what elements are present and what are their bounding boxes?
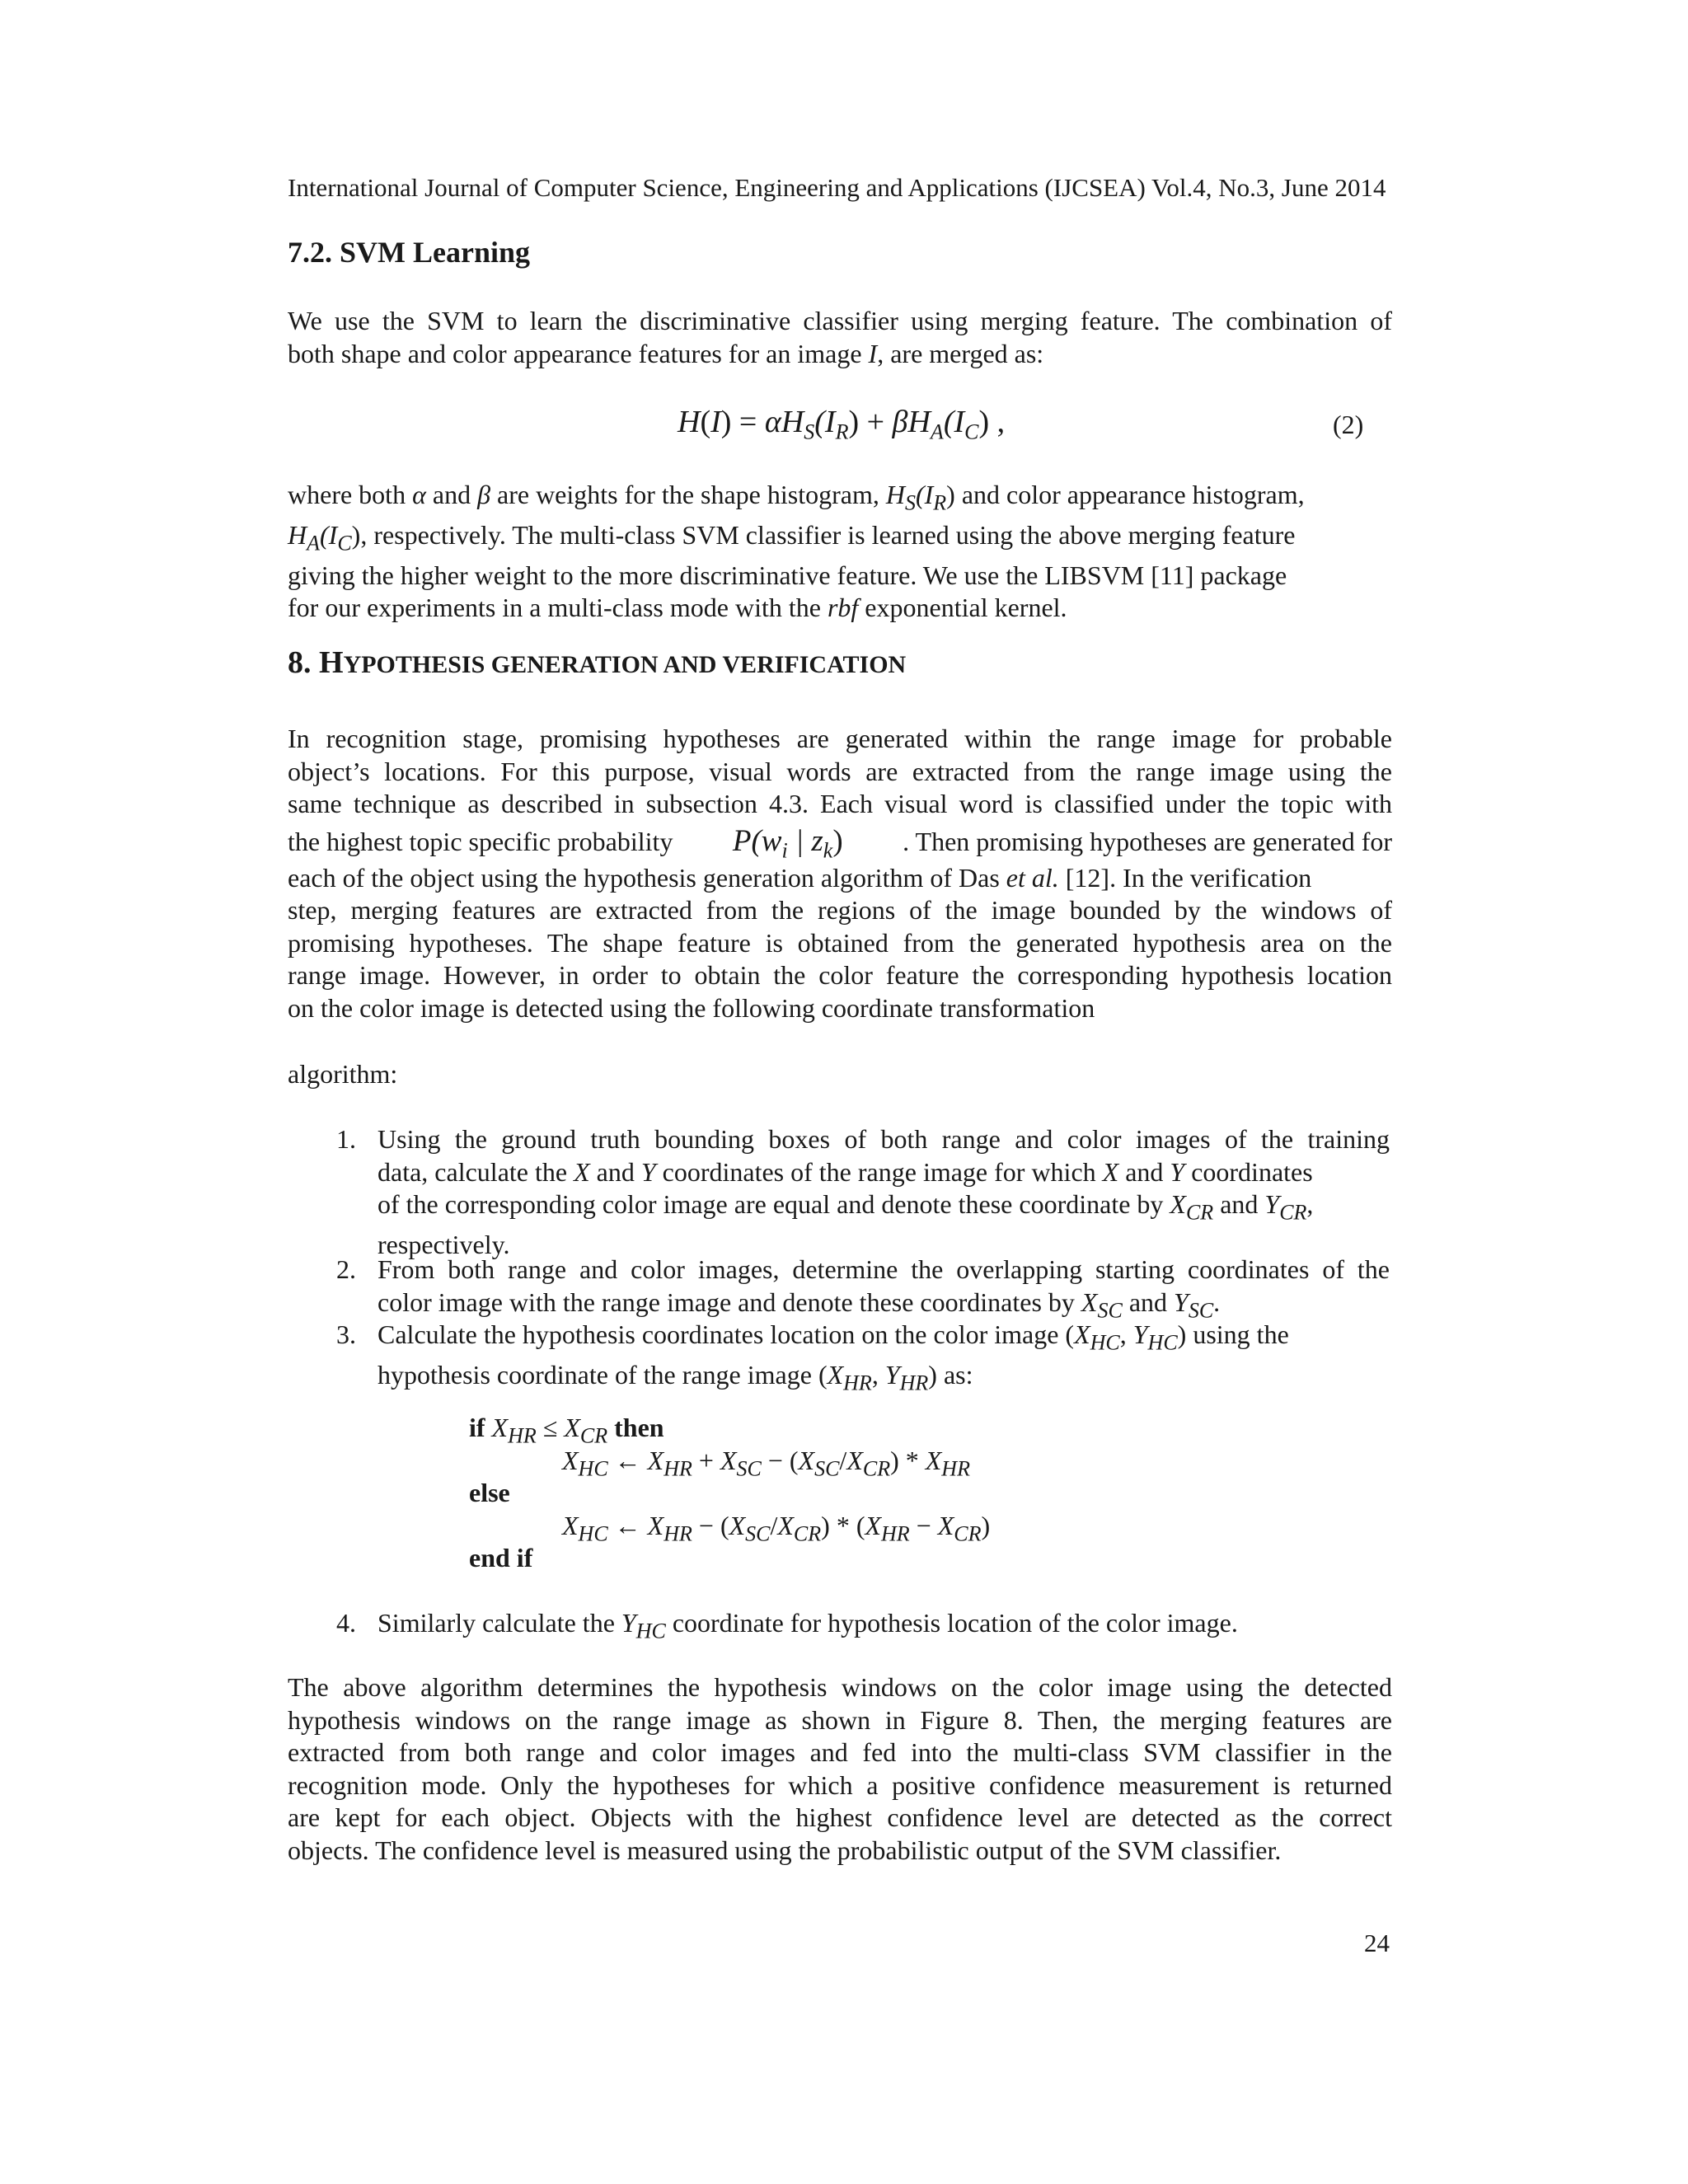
text-line: extracted from both range and color images and fed into the multi-class SVM classifier in the <box>288 1737 1392 1767</box>
journal-header: International Journal of Computer Science, Engineering and Applications (IJCSEA) Vol.4, No.3, June 2014 <box>288 173 1386 202</box>
text-line: recognition mode. Only the hypotheses for which a positive confidence measurement is returned <box>288 1769 1392 1800</box>
algorithm-end-if: end if <box>469 1543 533 1572</box>
equation-number: (2) <box>1333 410 1364 439</box>
text-line: where both α and β are weights for the shape histogram, $H_S(I_R)$ and color appearance histogram, <box>288 480 1305 515</box>
paragraph-recognition <box>288 723 1392 1024</box>
algorithm-else: else <box>469 1478 510 1507</box>
paragraph-svm-intro <box>288 305 1392 370</box>
list-item: 4. Similarly calculate the $Y_{HC}$ coordinate for hypothesis location of the color image. <box>336 1608 1238 1643</box>
section-8-heading: 8. HYPOTHESIS GENERATION AND VERIFICATION <box>288 645 907 680</box>
text-line: giving the higher weight to the more discriminative feature. We use the LIBSVM [11] package <box>288 560 1287 590</box>
paragraph-weights <box>288 479 1392 625</box>
text-line: on the color image is detected using the following coordinate transformation <box>288 992 1095 1023</box>
text-line: step, merging features are extracted from the regions of the image bounded by the windows of <box>288 895 1392 925</box>
text-line: each of the object using the hypothesis generation algorithm of Das et al. [12]. In the verification <box>288 862 1312 893</box>
list-item: 1. Using the ground truth bounding boxes of both range and color images of the training data, calculate the X and Y coordinates of the range image for which X and Y coordinates of the corresponding color image are equal and denote these coordinate by $X_{CR}$ and $Y_{CR}$, respectively. <box>336 1124 1390 1259</box>
algorithm-label: algorithm: <box>288 1059 398 1089</box>
text-line: the highest topic specific probability $P(w_i$ | $z_k$) . Then promising hypotheses are generated for <box>288 821 1392 862</box>
text-line: are kept for each object. Objects with the highest confidence level are detected as the correct <box>288 1802 1392 1832</box>
text-line: The above algorithm determines the hypothesis windows on the color image using the detected <box>288 1672 1392 1702</box>
section-7-2-heading: 7.2. SVM Learning <box>288 236 531 269</box>
text-line: promising hypotheses. The shape feature is obtained from the generated hypothesis area on the <box>288 927 1392 958</box>
text-line: In recognition stage, promising hypotheses are generated within the range image for probable <box>288 724 1392 753</box>
text-line: We use the SVM to learn the discriminative classifier using merging feature. The combination of <box>288 306 1392 335</box>
probability-expression: $P(w_i$ | $z_k$) <box>732 823 843 862</box>
text-line: hypothesis windows on the range image as shown in Figure 8. Then, the merging features are <box>288 1704 1392 1735</box>
algorithm-then-assignment: $X_{HC}$ ← $X_{HR} + X_{SC} - (X_{SC}/X_{CR}) * X_{HR}$ <box>562 1446 970 1481</box>
algorithm-if-line: if $X_{HR} \le X_{CR}$ then <box>469 1413 664 1448</box>
text-line: $H_A(I_C)$, respectively. The multi-class SVM classifier is learned using the above merging feature <box>288 519 1296 555</box>
paragraph-conclusion <box>288 1671 1392 1867</box>
text-line: both shape and color appearance features for an image I, are merged as: <box>288 338 1044 368</box>
text-line: object’s locations. For this purpose, visual words are extracted from the range image using the <box>288 756 1392 786</box>
list-item: 2. From both range and color images, determine the overlapping starting coordinates of the color image with the range image and denote these coordinates by $X_{SC}$ and $Y_{SC}$. <box>336 1254 1390 1322</box>
text-line: objects. The confidence level is measured using the probabilistic output of the SVM classifier. <box>288 1835 1282 1865</box>
text-line: for our experiments in a multi-class mode with the rbf exponential kernel. <box>288 593 1067 623</box>
algorithm-else-assignment: $X_{HC}$ ← $X_{HR} - (X_{SC}/X_{CR}) * (X_{HR} - X_{CR})$ <box>562 1511 991 1546</box>
list-item: 3. Calculate the hypothesis coordinates location on the color image ($X_{HC}$, $Y_{HC}$) using the hypothesis coordinate of the range image ($X_{HR}$, $Y_{HR}$) as: <box>336 1319 1289 1395</box>
page-number: 24 <box>1364 1929 1390 1957</box>
text-line: same technique as described in subsection 4.3. Each visual word is classified under the topic with <box>288 789 1392 818</box>
equation-2: $H(I) = \alpha H_S(I_R) + \beta H_A(I_C)$ , <box>678 405 1006 444</box>
text-line: range image. However, in order to obtain the color feature the corresponding hypothesis location <box>288 960 1392 990</box>
